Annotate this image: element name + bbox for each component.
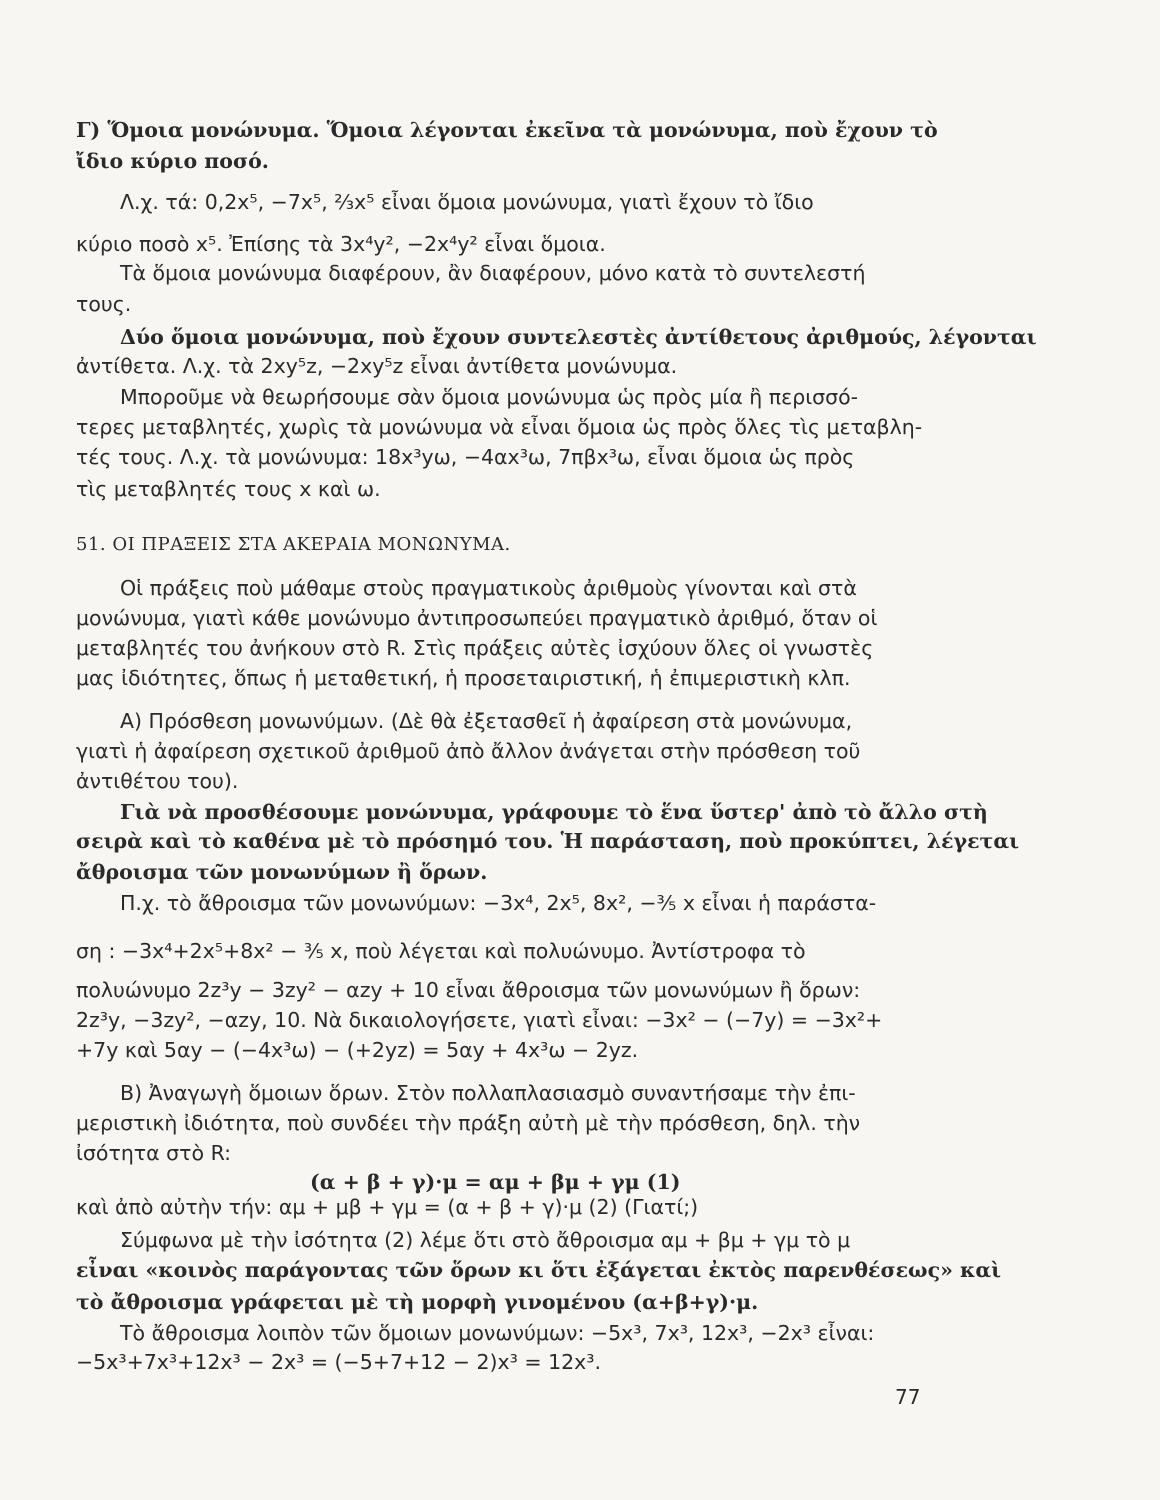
text-line: Σύμφωνα μὲ τὴν ἰσότητα (2) λέμε ὅτι στὸ ἄθροισμα αμ + βμ + γμ τὸ μ	[120, 1228, 851, 1252]
text-line: ἴδιο κύριο ποσό.	[76, 149, 269, 173]
text-line: (α + β + γ)·μ = αμ + βμ + γμ (1)	[310, 1170, 681, 1194]
text-line: εἶναι «κοινὸς παράγοντας τῶν ὅρων κι ὅτι ἐξάγεται ἐκτὸς παρενθέσεως» καὶ	[76, 1258, 1002, 1282]
text-line: ἀντιθέτου του).	[76, 769, 239, 793]
text-line: καὶ ἀπὸ αὐτὴν τήν: αμ + μβ + γμ = (α + β + γ)·μ (2) (Γιατί;)	[76, 1195, 699, 1219]
text-line: Τὰ ὅμοια μονώνυμα διαφέρουν, ἂν διαφέρουν, μόνο κατὰ τὸ συντελεστή	[120, 261, 866, 285]
text-line: τὸ ἄθροισμα γράφεται μὲ τὴ μορφὴ γινομένου (α+β+γ)·μ.	[76, 1290, 759, 1314]
text-line: Λ.χ. τά: 0,2x⁵, −7x⁵, ²⁄₃x⁵ εἶναι ὅμοια μονώνυμα, γιατὶ ἔχουν τὸ ἴδιο	[120, 190, 814, 214]
text-line: Π.χ. τὸ ἄθροισμα τῶν μονωνύμων: −3x⁴, 2x⁵, 8x², −³⁄₅ x εἶναι ἡ παράστα-	[120, 891, 877, 915]
text-line: Γιὰ νὰ προσθέσουμε μονώνυμα, γράφουμε τὸ ἕνα ὕστερ' ἀπὸ τὸ ἄλλο στὴ	[120, 800, 988, 824]
text-line: μας ἰδιότητες, ὅπως ἡ μεταθετική, ἡ προσεταιριστική, ἡ ἐπιμεριστικὴ κλπ.	[76, 666, 851, 690]
text-line: Δύο ὅμοια μονώνυμα, ποὺ ἔχουν συντελεστὲς ἀντίθετους ἀριθμούς, λέγονται	[120, 325, 1037, 349]
text-line: Μποροῦμε νὰ θεωρήσουμε σὰν ὅμοια μονώνυμα ὡς πρὸς μία ἢ περισσό-	[120, 385, 859, 409]
text-line: τὶς μεταβλητές τους x καὶ ω.	[76, 477, 381, 501]
text-line: Οἱ πράξεις ποὺ μάθαμε στοὺς πραγματικοὺς ἀριθμοὺς γίνονται καὶ στὰ	[120, 576, 857, 600]
text-line: τερες μεταβλητές, χωρὶς τὰ μονώνυμα νὰ εἶναι ὅμοια ὡς πρὸς ὅλες τὶς μεταβλη-	[76, 415, 923, 439]
text-line: γιατὶ ἡ ἀφαίρεση σχετικοῦ ἀριθμοῦ ἀπὸ ἄλλον ἀνάγεται στὴν πρόσθεση τοῦ	[76, 739, 861, 763]
text-line: −5x³+7x³+12x³ − 2x³ = (−5+7+12 − 2)x³ = 12x³.	[76, 1350, 602, 1374]
text-line: τους.	[76, 292, 132, 316]
text-line: 2z³y, −3zy², −αzy, 10. Νὰ δικαιολογήσετε, γιατὶ εἶναι: −3x² − (−7y) = −3x²+	[76, 1008, 883, 1032]
section-heading: 51. ΟΙ ΠΡΑΞΕΙΣ ΣΤΑ ΑΚΕΡΑΙΑ ΜΟΝΩΝΥΜΑ.	[76, 534, 511, 555]
text-line: ἀντίθετα. Λ.χ. τὰ 2xy⁵z, −2xy⁵z εἶναι ἀντίθετα μονώνυμα.	[76, 354, 678, 378]
text-line: ἰσότητα στὸ R:	[76, 1141, 232, 1165]
text-line: μεριστικὴ ἰδιότητα, ποὺ συνδέει τὴν πράξη αὐτὴ μὲ τὴν πρόσθεση, δηλ. τὴν	[76, 1111, 861, 1135]
text-line: +7y καὶ 5αy − (−4x³ω) − (+2yz) = 5αy + 4x³ω − 2yz.	[76, 1038, 639, 1062]
text-line: κύριο ποσὸ x⁵. Ἐπίσης τὰ 3x⁴y², −2x⁴y² εἶναι ὅμοια.	[76, 232, 606, 256]
page-number: 77	[895, 1385, 921, 1409]
text-line: μεταβλητές του ἀνήκουν στὸ R. Στὶς πράξεις αὐτὲς ἰσχύουν ὅλες οἱ γνωστὲς	[76, 636, 874, 660]
text-line: σειρὰ καὶ τὸ καθένα μὲ τὸ πρόσημό του. Ἡ παράσταση, ποὺ προκύπτει, λέγεται	[76, 829, 1020, 853]
text-line: τές τους. Λ.χ. τὰ μονώνυμα: 18x³yω, −4αx³ω, 7πβx³ω, εἶναι ὅμοια ὡς πρὸς	[76, 445, 855, 469]
text-line: Γ) Ὅμοια μονώνυμα. Ὅμοια λέγονται ἐκεῖνα τὰ μονώνυμα, ποὺ ἔχουν τὸ	[76, 118, 938, 142]
text-line: Β) Ἀναγωγὴ ὅμοιων ὅρων. Στὸν πολλαπλασιασμὸ συναντήσαμε τὴν ἐπι-	[120, 1081, 856, 1105]
text-line: Τὸ ἄθροισμα λοιπὸν τῶν ὅμοιων μονωνύμων: −5x³, 7x³, 12x³, −2x³ εἶναι:	[120, 1321, 875, 1345]
text-line: ση : −3x⁴+2x⁵+8x² − ³⁄₅ x, ποὺ λέγεται καὶ πολυώνυμο. Ἀντίστροφα τὸ	[76, 939, 806, 963]
text-line: ἄθροισμα τῶν μονωνύμων ἢ ὅρων.	[76, 860, 488, 884]
text-line: Α) Πρόσθεση μονωνύμων. (Δὲ θὰ ἐξετασθεῖ ἡ ἀφαίρεση στὰ μονώνυμα,	[120, 709, 853, 733]
text-line: πολυώνυμο 2z³y − 3zy² − αzy + 10 εἶναι ἄθροισμα τῶν μονωνύμων ἢ ὅρων:	[76, 978, 861, 1002]
text-line: μονώνυμα, γιατὶ κάθε μονώνυμο ἀντιπροσωπεύει πραγματικὸ ἀριθμό, ὅταν οἱ	[76, 606, 878, 630]
